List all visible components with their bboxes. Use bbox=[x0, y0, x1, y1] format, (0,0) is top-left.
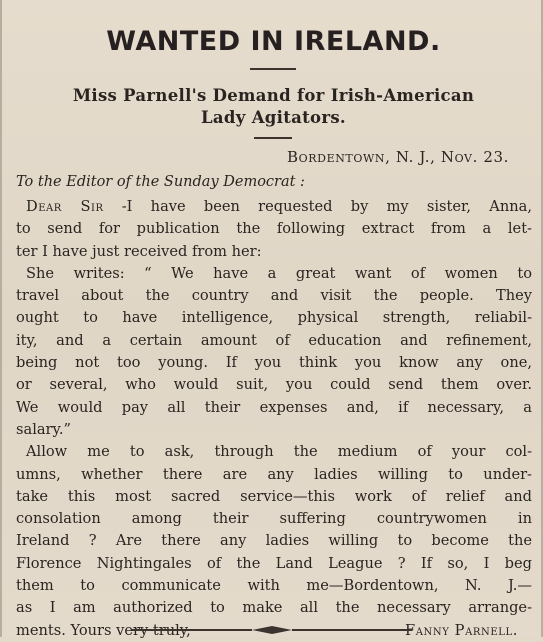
letter-line: Florence Nightingales of the Land League ? If so, I beg bbox=[16, 554, 532, 572]
letter-line: She writes: “ We have a great want of women to bbox=[26, 264, 532, 282]
dateline: Bordentown, N. J., Nov. 23. bbox=[287, 148, 509, 166]
letter-line: being not too young. If you think you know any one, bbox=[16, 354, 532, 372]
letter-line: to send for publication the following extract from a let- bbox=[16, 220, 532, 238]
letter-line: as I am authorized to make all the necessary arrange- bbox=[16, 599, 532, 617]
letter-line: ter I have just received from her: bbox=[16, 242, 262, 260]
headline: WANTED IN IRELAND. bbox=[106, 26, 441, 57]
letter-line: travel about the country and visit the people. They bbox=[16, 287, 532, 305]
subheadline-line-2: Lady Agitators. bbox=[201, 108, 346, 127]
ornamental-rule-icon bbox=[132, 626, 412, 634]
addressee: To the Editor of the Sunday Democrat : bbox=[16, 174, 305, 190]
letter-line: salary.” bbox=[16, 420, 71, 438]
salutation: Dear Sir bbox=[26, 198, 104, 215]
letter-line: Allow me to ask, through the medium of your col- bbox=[26, 443, 532, 461]
letter-body bbox=[16, 196, 532, 642]
letter-line: or several, who would suit, you could send them over. bbox=[16, 376, 532, 394]
letter-line: ments. Yours very truly, Fanny Parnell. bbox=[16, 620, 532, 642]
letter-line: take this most sacred service—this work of relief and bbox=[16, 487, 532, 505]
letter-line: ity, and a certain amount of education and refinement, bbox=[16, 331, 532, 349]
letter-line: We would pay all their expenses and, if necessary, a bbox=[16, 398, 532, 416]
signature: Fanny Parnell. bbox=[404, 621, 518, 639]
letter-line: umns, whether there are any ladies willing to under- bbox=[16, 465, 532, 483]
letter-line: them to communicate with me—Bordentown, N. J.— bbox=[16, 577, 532, 595]
subheadline-line-1: Miss Parnell's Demand for Irish-American bbox=[72, 86, 475, 105]
letter-line: ought to have intelligence, physical strength, reliabil- bbox=[16, 309, 532, 327]
letter-line: consolation among their suffering countrywomen in bbox=[16, 510, 532, 528]
headline-rule bbox=[250, 68, 296, 70]
subheadline-rule bbox=[254, 137, 292, 139]
letter-line: Ireland ? Are there any ladies willing to become the bbox=[16, 532, 532, 550]
letter-line: Dear Sir -I have been requested by my sister, Anna, bbox=[26, 198, 532, 215]
